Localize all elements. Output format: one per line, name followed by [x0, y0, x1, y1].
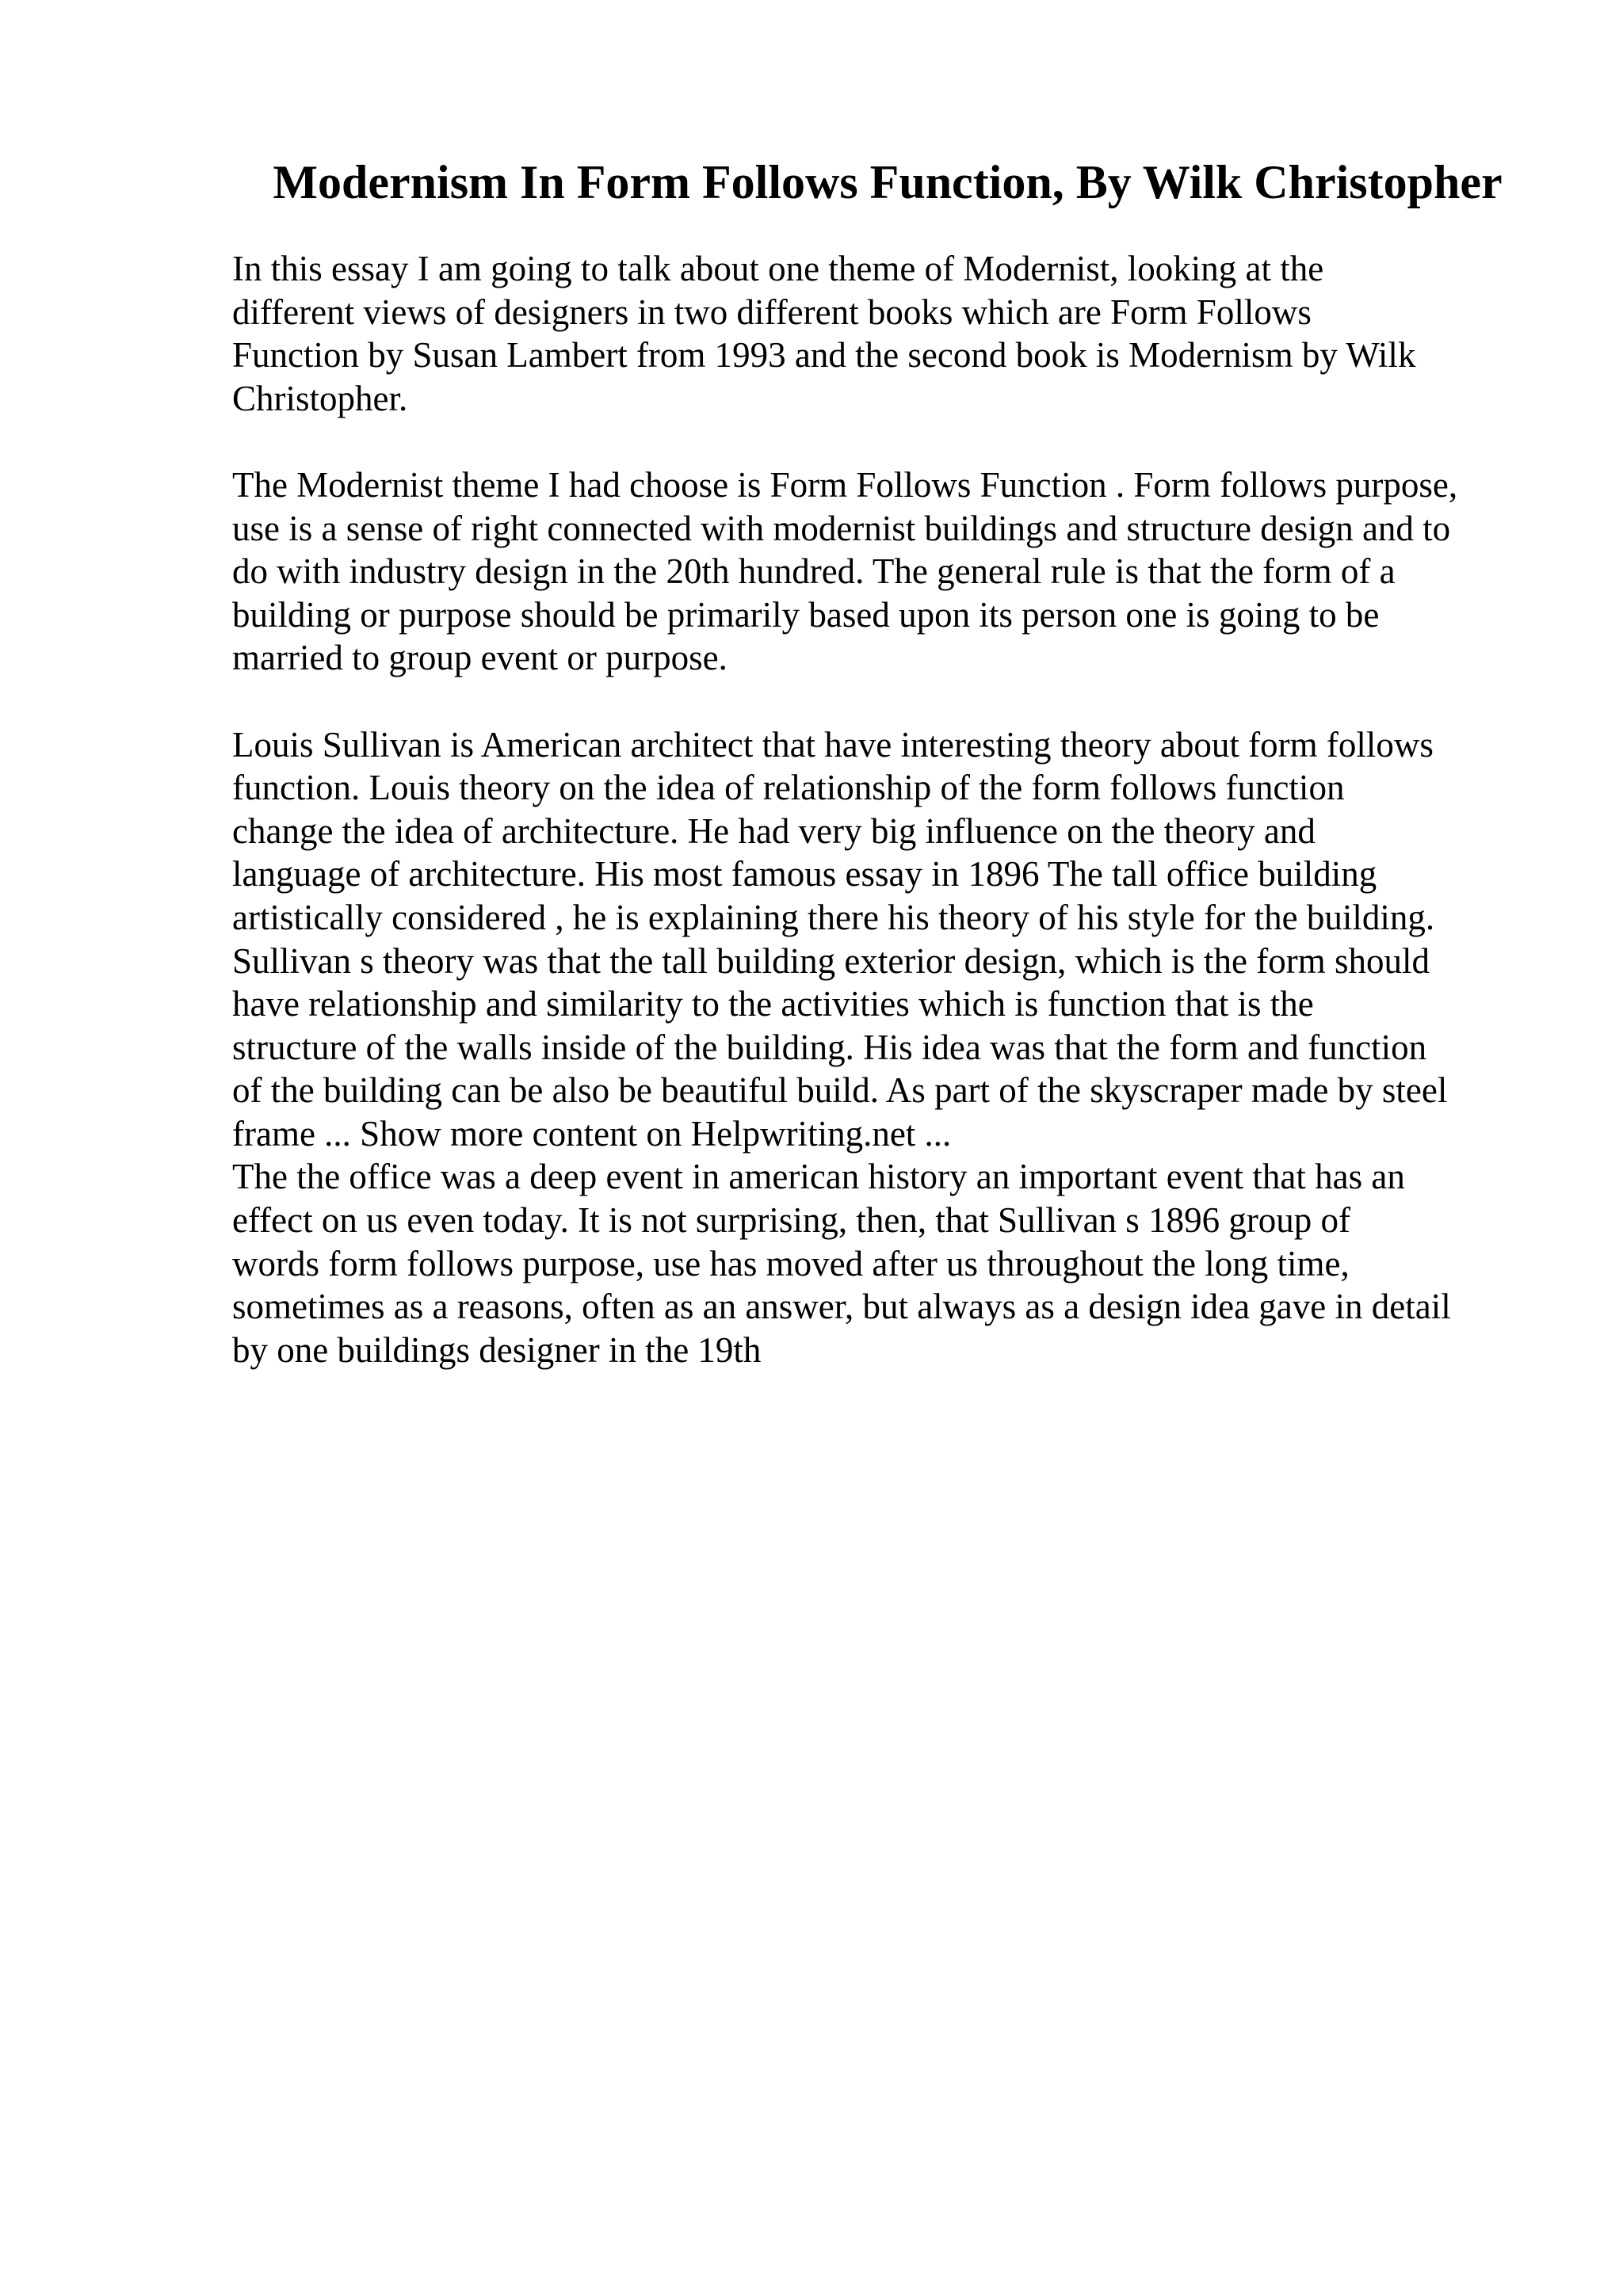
text-line: artistically considered , he is explaining there his theory of his style for the building.	[232, 897, 1435, 937]
text-line: effect on us even today. It is not surprising, then, that Sullivan s 1896 group of	[232, 1200, 1351, 1241]
text-line: Christopher.	[232, 378, 408, 418]
paragraph-theme	[232, 463, 1524, 680]
text-line: structure of the walls inside of the building. His idea was that the form and function	[232, 1027, 1427, 1067]
paragraph-intro	[232, 247, 1524, 420]
text-line: In this essay I am going to talk about one theme of Modernist, looking at the	[232, 249, 1324, 288]
document-body	[232, 247, 1524, 1371]
text-line: building or purpose should be primarily based upon its person one is going to be	[232, 594, 1380, 635]
text-line: frame ... Show more content on Helpwriting.net ...	[232, 1113, 952, 1154]
text-line: words form follows purpose, use has moved after us throughout the long time,	[232, 1243, 1350, 1283]
text-line: function. Louis theory on the idea of relationship of the form follows function	[232, 768, 1345, 808]
text-line: by one buildings designer in the 19th	[232, 1329, 762, 1370]
paragraph-spacer	[232, 680, 1524, 723]
document-title: Modernism In Form Follows Function, By Wilk Christopher	[273, 156, 1503, 208]
text-line: The Modernist theme I had choose is Form Follows Function . Form follows purpose,	[232, 464, 1458, 505]
text-line: of the building can be also be beautiful build. As part of the skyscraper made by steel	[232, 1070, 1448, 1111]
text-line: Sullivan s theory was that the tall building exterior design, which is the form should	[232, 940, 1430, 981]
text-line: do with industry design in the 20th hundred. The general rule is that the form of a	[232, 551, 1396, 592]
paragraph-sullivan	[232, 723, 1524, 1372]
text-line: language of architecture. His most famous essay in 1896 The tall office building	[232, 854, 1377, 894]
text-line: married to group event or purpose.	[232, 638, 727, 678]
paragraph-spacer	[232, 420, 1524, 463]
text-line: use is a sense of right connected with modernist buildings and structure design and to	[232, 508, 1451, 548]
text-line: different views of designers in two different books which are Form Follows	[232, 292, 1312, 332]
text-line: change the idea of architecture. He had very big influence on the theory and	[232, 810, 1316, 851]
text-line: Louis Sullivan is American architect that have interesting theory about form follows	[232, 724, 1434, 765]
text-line: The the office was a deep event in american history an important event that has an	[232, 1157, 1405, 1197]
text-line: have relationship and similarity to the activities which is function that is the	[232, 984, 1314, 1024]
text-line: Function by Susan Lambert from 1993 and the second book is Modernism by Wilk	[232, 335, 1416, 376]
text-line: sometimes as a reasons, often as an answer, but always as a design idea gave in detail	[232, 1287, 1451, 1327]
